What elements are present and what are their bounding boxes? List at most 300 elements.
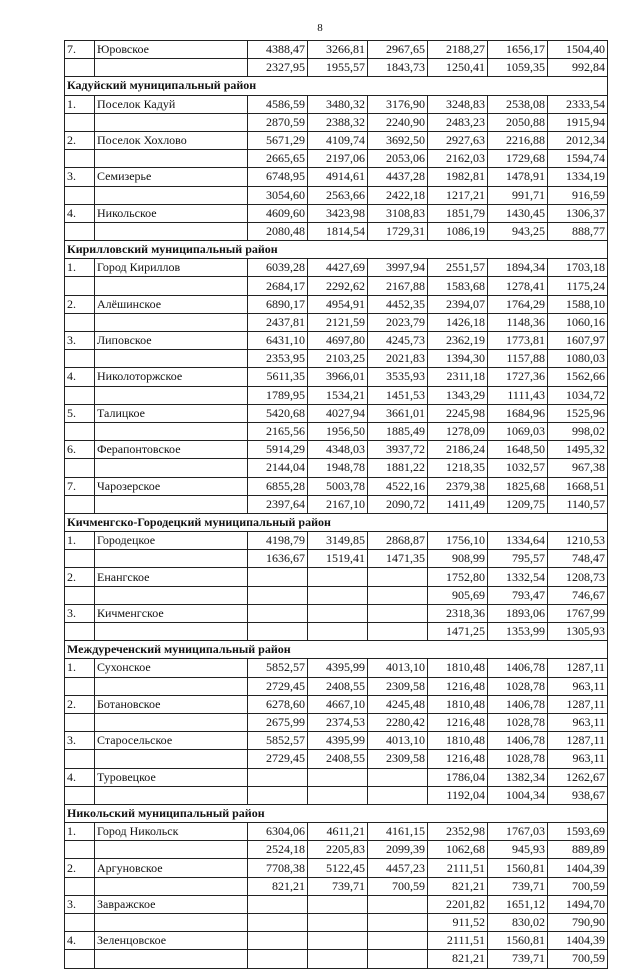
row-number: 2. (65, 859, 95, 877)
value-cell: 2121,59 (308, 313, 368, 331)
row-number: 4. (65, 768, 95, 786)
row-number: 6. (65, 441, 95, 459)
value-cell: 1305,93 (548, 623, 608, 641)
table-row (65, 222, 608, 240)
value-cell: 1656,17 (488, 41, 548, 59)
value-cell (308, 914, 368, 932)
value-cell: 1814,54 (308, 222, 368, 240)
row-number (65, 222, 95, 240)
row-number (65, 459, 95, 477)
value-cell: 1982,81 (428, 168, 488, 186)
value-cell: 967,38 (548, 459, 608, 477)
value-cell (308, 895, 368, 913)
table-row (65, 150, 608, 168)
value-cell: 2309,58 (368, 677, 428, 695)
value-cell: 2967,65 (368, 41, 428, 59)
value-cell: 1004,34 (488, 786, 548, 804)
value-cell: 6855,28 (248, 477, 308, 495)
value-cell (368, 914, 428, 932)
settlement-name (95, 422, 248, 440)
row-number (65, 113, 95, 131)
value-cell: 1495,32 (548, 441, 608, 459)
value-cell: 1086,19 (428, 222, 488, 240)
value-cell: 1334,64 (488, 532, 548, 550)
table-row (65, 568, 608, 586)
row-number (65, 750, 95, 768)
table-row (65, 404, 608, 422)
value-cell: 905,69 (428, 586, 488, 604)
settlement-name: Енангское (95, 568, 248, 586)
value-cell: 2422,18 (368, 186, 428, 204)
settlement-name (95, 623, 248, 641)
value-cell: 1210,53 (548, 532, 608, 550)
value-cell: 6304,06 (248, 823, 308, 841)
row-number: 2. (65, 695, 95, 713)
settlement-name: Юровское (95, 41, 248, 59)
value-cell (248, 895, 308, 913)
value-cell: 908,99 (428, 550, 488, 568)
settlement-name: Туровецкое (95, 768, 248, 786)
value-cell: 1334,19 (548, 168, 608, 186)
value-cell: 793,47 (488, 586, 548, 604)
value-cell: 1956,50 (308, 422, 368, 440)
district-header: Кирилловский муниципальный район (65, 241, 608, 259)
row-number (65, 713, 95, 731)
value-cell: 2103,25 (308, 350, 368, 368)
value-cell: 1262,67 (548, 768, 608, 786)
settlement-name (95, 495, 248, 513)
value-cell: 1525,96 (548, 404, 608, 422)
value-cell: 795,57 (488, 550, 548, 568)
value-cell: 1729,31 (368, 222, 428, 240)
value-cell (248, 768, 308, 786)
district-header-row (65, 513, 608, 531)
value-cell: 2188,27 (428, 41, 488, 59)
row-number (65, 877, 95, 895)
value-cell: 1948,78 (308, 459, 368, 477)
table-row (65, 823, 608, 841)
settlement-name: Ботановское (95, 695, 248, 713)
row-number: 7. (65, 477, 95, 495)
value-cell: 1028,78 (488, 677, 548, 695)
district-header: Никольский муниципальный район (65, 804, 608, 822)
settlement-name (95, 277, 248, 295)
value-cell: 4609,60 (248, 204, 308, 222)
value-cell: 1382,34 (488, 768, 548, 786)
table-row (65, 550, 608, 568)
settlement-name: Городецкое (95, 532, 248, 550)
value-cell (248, 914, 308, 932)
table-row (65, 350, 608, 368)
value-cell: 1588,10 (548, 295, 608, 313)
value-cell: 4457,23 (368, 859, 428, 877)
value-cell: 4013,10 (368, 659, 428, 677)
value-cell: 2927,63 (428, 131, 488, 149)
value-cell: 2318,36 (428, 604, 488, 622)
table-row (65, 41, 608, 59)
table-row (65, 495, 608, 513)
value-cell (368, 568, 428, 586)
value-cell: 2563,66 (308, 186, 368, 204)
value-cell: 2111,51 (428, 932, 488, 950)
row-number: 2. (65, 131, 95, 149)
settlement-name: Липовское (95, 332, 248, 350)
settlement-name (95, 150, 248, 168)
value-cell: 2280,42 (368, 713, 428, 731)
settlement-name: Никольское (95, 204, 248, 222)
value-cell: 4245,48 (368, 695, 428, 713)
value-cell: 2551,57 (428, 259, 488, 277)
value-cell: 3266,81 (308, 41, 368, 59)
value-cell: 5611,35 (248, 368, 308, 386)
value-cell: 5852,57 (248, 732, 308, 750)
value-cell: 1767,03 (488, 823, 548, 841)
table-row (65, 477, 608, 495)
value-cell: 2099,39 (368, 841, 428, 859)
table-row (65, 95, 608, 113)
value-cell: 5852,57 (248, 659, 308, 677)
value-cell: 4395,99 (308, 659, 368, 677)
settlement-name (95, 841, 248, 859)
value-cell (368, 950, 428, 968)
value-cell (308, 586, 368, 604)
value-cell (308, 604, 368, 622)
value-cell: 4395,99 (308, 732, 368, 750)
settlement-name: Чарозерское (95, 477, 248, 495)
table-row (65, 313, 608, 331)
settlement-name (95, 386, 248, 404)
value-cell: 1727,36 (488, 368, 548, 386)
value-cell: 2684,17 (248, 277, 308, 295)
table-row (65, 841, 608, 859)
value-cell: 991,71 (488, 186, 548, 204)
settlement-name (95, 877, 248, 895)
value-cell: 998,02 (548, 422, 608, 440)
value-cell: 1560,81 (488, 932, 548, 950)
value-cell: 1216,48 (428, 750, 488, 768)
value-cell: 2245,98 (428, 404, 488, 422)
row-number: 1. (65, 95, 95, 113)
row-number (65, 623, 95, 641)
row-number: 3. (65, 332, 95, 350)
value-cell: 1648,50 (488, 441, 548, 459)
value-cell: 4013,10 (368, 732, 428, 750)
value-cell: 3176,90 (368, 95, 428, 113)
table-row (65, 950, 608, 968)
settlement-name: Завражское (95, 895, 248, 913)
value-cell: 5914,29 (248, 441, 308, 459)
row-number (65, 914, 95, 932)
value-cell: 2665,65 (248, 150, 308, 168)
value-cell: 2729,45 (248, 750, 308, 768)
value-cell: 1059,35 (488, 59, 548, 77)
value-cell (368, 768, 428, 786)
settlement-name (95, 113, 248, 131)
value-cell: 1216,48 (428, 677, 488, 695)
value-cell: 821,21 (428, 950, 488, 968)
value-cell (368, 895, 428, 913)
row-number: 3. (65, 895, 95, 913)
value-cell: 4611,21 (308, 823, 368, 841)
row-number (65, 495, 95, 513)
table-row (65, 59, 608, 77)
value-cell (248, 568, 308, 586)
value-cell: 1786,04 (428, 768, 488, 786)
value-cell: 4388,47 (248, 41, 308, 59)
settlement-name: Кичменгское (95, 604, 248, 622)
value-cell: 5122,45 (308, 859, 368, 877)
value-cell: 2868,87 (368, 532, 428, 550)
value-cell: 4161,15 (368, 823, 428, 841)
table-row (65, 586, 608, 604)
value-cell: 1534,21 (308, 386, 368, 404)
row-number (65, 841, 95, 859)
settlement-name: Город Никольск (95, 823, 248, 841)
settlement-name: Сухонское (95, 659, 248, 677)
row-number (65, 586, 95, 604)
value-cell: 700,59 (548, 950, 608, 968)
table-row (65, 659, 608, 677)
value-cell: 1404,39 (548, 932, 608, 950)
table-row (65, 532, 608, 550)
district-header-row (65, 241, 608, 259)
settlement-name (95, 222, 248, 240)
value-cell: 911,52 (428, 914, 488, 932)
value-cell: 2408,55 (308, 750, 368, 768)
table-row (65, 786, 608, 804)
value-cell: 4522,16 (368, 477, 428, 495)
value-cell: 2374,53 (308, 713, 368, 731)
row-number: 7. (65, 41, 95, 59)
settlement-name: Город Кириллов (95, 259, 248, 277)
row-number: 1. (65, 659, 95, 677)
settlement-name (95, 586, 248, 604)
value-cell: 1893,06 (488, 604, 548, 622)
value-cell: 4452,35 (368, 295, 428, 313)
value-cell: 2144,04 (248, 459, 308, 477)
value-cell: 739,71 (488, 877, 548, 895)
value-cell: 1560,81 (488, 859, 548, 877)
district-header: Кичменгско-Городецкий муниципальный район (65, 513, 608, 531)
table-row (65, 386, 608, 404)
value-cell: 1773,81 (488, 332, 548, 350)
row-number (65, 677, 95, 695)
settlement-name (95, 750, 248, 768)
value-cell: 2394,07 (428, 295, 488, 313)
value-cell: 2111,51 (428, 859, 488, 877)
value-cell: 748,47 (548, 550, 608, 568)
value-cell: 4954,91 (308, 295, 368, 313)
value-cell: 5671,29 (248, 131, 308, 149)
value-cell: 1562,66 (548, 368, 608, 386)
value-cell: 3997,94 (368, 259, 428, 277)
row-number: 3. (65, 168, 95, 186)
row-number (65, 313, 95, 331)
value-cell: 2216,88 (488, 131, 548, 149)
district-header-row (65, 804, 608, 822)
value-cell: 2023,79 (368, 313, 428, 331)
value-cell: 1607,97 (548, 332, 608, 350)
value-cell: 3423,98 (308, 204, 368, 222)
table-row (65, 459, 608, 477)
value-cell: 1668,51 (548, 477, 608, 495)
value-cell: 1636,67 (248, 550, 308, 568)
value-cell: 1756,10 (428, 532, 488, 550)
value-cell: 2240,90 (368, 113, 428, 131)
page-number: 8 (317, 22, 323, 34)
value-cell: 4437,28 (368, 168, 428, 186)
table-row (65, 186, 608, 204)
table-row (65, 914, 608, 932)
value-cell: 4914,61 (308, 168, 368, 186)
district-header-row (65, 77, 608, 95)
value-cell: 1406,78 (488, 695, 548, 713)
value-cell: 2397,64 (248, 495, 308, 513)
value-cell (308, 950, 368, 968)
row-number: 3. (65, 604, 95, 622)
value-cell: 2333,54 (548, 95, 608, 113)
table-row (65, 732, 608, 750)
value-cell: 2053,06 (368, 150, 428, 168)
row-number (65, 422, 95, 440)
value-cell: 1218,35 (428, 459, 488, 477)
value-cell (248, 623, 308, 641)
row-number: 4. (65, 368, 95, 386)
row-number: 2. (65, 568, 95, 586)
table-row (65, 604, 608, 622)
row-number: 2. (65, 295, 95, 313)
value-cell: 1810,48 (428, 695, 488, 713)
value-cell: 3054,60 (248, 186, 308, 204)
value-cell: 1451,53 (368, 386, 428, 404)
table-row (65, 441, 608, 459)
value-cell: 1430,45 (488, 204, 548, 222)
settlement-name: Зеленцовское (95, 932, 248, 950)
value-cell: 3661,01 (368, 404, 428, 422)
value-cell: 1955,57 (308, 59, 368, 77)
value-cell: 1278,41 (488, 277, 548, 295)
row-number: 1. (65, 259, 95, 277)
value-cell: 6278,60 (248, 695, 308, 713)
table-row (65, 368, 608, 386)
value-cell: 2309,58 (368, 750, 428, 768)
value-cell: 6890,17 (248, 295, 308, 313)
table-row (65, 859, 608, 877)
settlement-name: Ферапонтовское (95, 441, 248, 459)
value-cell: 1594,74 (548, 150, 608, 168)
table-row (65, 877, 608, 895)
value-cell: 2186,24 (428, 441, 488, 459)
value-cell: 1278,09 (428, 422, 488, 440)
value-cell: 6748,95 (248, 168, 308, 186)
row-number: 5. (65, 404, 95, 422)
value-cell: 1843,73 (368, 59, 428, 77)
value-cell: 1287,11 (548, 732, 608, 750)
value-cell: 945,93 (488, 841, 548, 859)
value-cell: 821,21 (428, 877, 488, 895)
value-cell: 2483,23 (428, 113, 488, 131)
value-cell: 1593,69 (548, 823, 608, 841)
row-number (65, 350, 95, 368)
value-cell: 1752,80 (428, 568, 488, 586)
value-cell: 889,89 (548, 841, 608, 859)
value-cell: 1767,99 (548, 604, 608, 622)
row-number (65, 786, 95, 804)
value-cell (368, 932, 428, 950)
value-cell: 3480,32 (308, 95, 368, 113)
value-cell: 3149,85 (308, 532, 368, 550)
value-cell: 2167,10 (308, 495, 368, 513)
settlement-name (95, 350, 248, 368)
value-cell: 1471,25 (428, 623, 488, 641)
settlement-name: Талицкое (95, 404, 248, 422)
settlement-name (95, 550, 248, 568)
value-cell: 1494,70 (548, 895, 608, 913)
table-row (65, 713, 608, 731)
value-cell: 1060,16 (548, 313, 608, 331)
value-cell: 2353,95 (248, 350, 308, 368)
value-cell: 2675,99 (248, 713, 308, 731)
value-cell (308, 568, 368, 586)
value-cell: 2090,72 (368, 495, 428, 513)
table-row (65, 295, 608, 313)
value-cell: 1881,22 (368, 459, 428, 477)
settlement-name (95, 786, 248, 804)
value-cell: 1028,78 (488, 750, 548, 768)
value-cell (248, 586, 308, 604)
settlement-name: Николоторжское (95, 368, 248, 386)
district-header-row (65, 641, 608, 659)
value-cell: 1810,48 (428, 732, 488, 750)
table-row (65, 204, 608, 222)
value-cell: 1332,54 (488, 568, 548, 586)
value-cell: 1217,21 (428, 186, 488, 204)
value-cell (308, 623, 368, 641)
value-cell: 1394,30 (428, 350, 488, 368)
settlement-name (95, 950, 248, 968)
value-cell: 4697,80 (308, 332, 368, 350)
value-cell: 1192,04 (428, 786, 488, 804)
settlement-name: Старосельское (95, 732, 248, 750)
table-row (65, 131, 608, 149)
value-cell: 916,59 (548, 186, 608, 204)
value-cell: 1287,11 (548, 695, 608, 713)
row-number: 1. (65, 823, 95, 841)
value-cell: 1080,03 (548, 350, 608, 368)
value-cell: 4027,94 (308, 404, 368, 422)
value-cell: 1353,99 (488, 623, 548, 641)
value-cell: 2408,55 (308, 677, 368, 695)
value-cell: 2050,88 (488, 113, 548, 131)
value-cell (308, 932, 368, 950)
table-row (65, 695, 608, 713)
value-cell (248, 950, 308, 968)
value-cell: 1250,41 (428, 59, 488, 77)
tariff-table (64, 40, 608, 969)
table-row (65, 277, 608, 295)
value-cell: 1062,68 (428, 841, 488, 859)
value-cell: 2327,95 (248, 59, 308, 77)
value-cell: 739,71 (488, 950, 548, 968)
value-cell: 2729,45 (248, 677, 308, 695)
value-cell: 1406,78 (488, 659, 548, 677)
value-cell: 2362,19 (428, 332, 488, 350)
value-cell: 888,77 (548, 222, 608, 240)
table-row (65, 168, 608, 186)
value-cell: 1583,68 (428, 277, 488, 295)
value-cell: 3937,72 (368, 441, 428, 459)
value-cell (248, 786, 308, 804)
